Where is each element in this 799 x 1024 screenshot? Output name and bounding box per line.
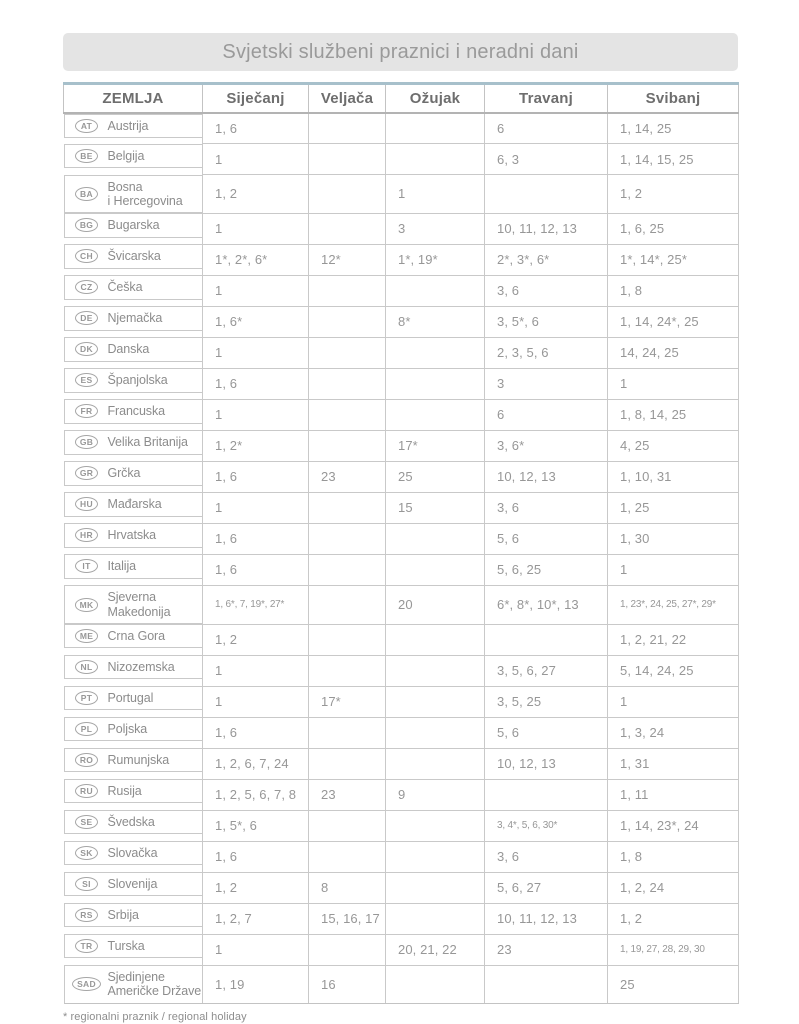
- country-code-badge-wrap: [71, 722, 103, 736]
- table-row-se: [64, 810, 739, 841]
- holiday-days-cell: [386, 144, 485, 175]
- holiday-days-cell: 1: [203, 144, 309, 175]
- holiday-days-cell: 1, 10, 31: [608, 461, 739, 492]
- holiday-days-cell: 1, 23*, 24, 25, 27*, 29*: [608, 585, 739, 624]
- country-cell: [64, 175, 203, 214]
- holiday-days-cell: [386, 841, 485, 872]
- holiday-days-cell: [386, 872, 485, 903]
- country-code-badge-wrap: [71, 404, 103, 418]
- country-name: Rusija: [107, 784, 142, 798]
- holiday-days-cell: 5, 14, 24, 25: [608, 655, 739, 686]
- country-code-badge-wrap: [71, 908, 103, 922]
- table-row-me: [64, 624, 739, 655]
- country-cell: [64, 810, 203, 834]
- country-name: Francuska: [107, 404, 165, 419]
- column-header-travanj: Travanj: [485, 84, 608, 113]
- country-code-badge: SAD: [72, 977, 101, 991]
- country-code-badge: BA: [75, 187, 98, 201]
- holiday-days-cell: [485, 965, 608, 1004]
- holiday-days-cell: [309, 810, 386, 841]
- holiday-days-cell: 10, 12, 13: [485, 748, 608, 779]
- table-row-mk: [64, 585, 739, 624]
- holiday-days-cell: 1, 6: [203, 554, 309, 585]
- country-code-badge-wrap: [71, 660, 103, 674]
- holiday-days-cell: [386, 748, 485, 779]
- holiday-days-cell: [309, 430, 386, 461]
- holiday-days-cell: 1, 6, 25: [608, 213, 739, 244]
- table-row-bg: [64, 213, 739, 244]
- holiday-days-cell: 1, 6: [203, 841, 309, 872]
- country-code-badge: CZ: [75, 280, 98, 294]
- holiday-days-cell: [309, 306, 386, 337]
- holiday-days-cell: 1: [203, 492, 309, 523]
- holiday-days-cell: 1, 6: [203, 461, 309, 492]
- country-name: Danska: [107, 342, 150, 357]
- country-name: Grčka: [107, 466, 141, 481]
- table-row-hu: [64, 492, 739, 523]
- country-cell: [64, 430, 203, 454]
- holiday-days-cell: 3, 6: [485, 841, 608, 872]
- holiday-days-cell: 1, 6*, 7, 19*, 27*: [203, 585, 309, 624]
- holiday-days-cell: [386, 686, 485, 717]
- holiday-days-cell: 1*, 2*, 6*: [203, 244, 309, 275]
- column-header-zemlja: ZEMLJA: [64, 84, 203, 113]
- country-name: Mađarska: [107, 497, 162, 512]
- country-code-badge-wrap: [71, 629, 103, 643]
- holiday-days-cell: 1, 2, 24: [608, 872, 739, 903]
- holiday-days-cell: [386, 965, 485, 1004]
- holiday-days-cell: 1, 6: [203, 113, 309, 144]
- holiday-days-cell: [309, 624, 386, 655]
- table-row-dk: [64, 337, 739, 368]
- country-name: Velika Britanija: [107, 435, 188, 450]
- country-name: Slovačka: [107, 846, 158, 860]
- holiday-days-cell: 10, 12, 13: [485, 461, 608, 492]
- holiday-days-cell: 1, 8: [608, 275, 739, 306]
- table-row-it: [64, 554, 739, 585]
- country-code-badge-wrap: [71, 249, 103, 263]
- country-code-badge-wrap: [71, 497, 103, 511]
- country-cell: [64, 399, 203, 423]
- country-code-badge-wrap: [71, 342, 103, 356]
- holiday-days-cell: [485, 624, 608, 655]
- country-code-badge: DE: [75, 311, 98, 325]
- holiday-days-cell: [309, 841, 386, 872]
- country-cell: [64, 244, 203, 268]
- country-cell: [64, 965, 203, 1004]
- country-cell: [64, 213, 203, 237]
- holiday-days-cell: 1: [608, 554, 739, 585]
- holiday-days-cell: [386, 810, 485, 841]
- table-row-gb: [64, 430, 739, 461]
- country-cell: [64, 717, 203, 741]
- holiday-days-cell: 1, 14, 25: [608, 113, 739, 144]
- holiday-days-cell: 1, 2: [608, 175, 739, 214]
- holiday-days-cell: [386, 523, 485, 554]
- holiday-days-cell: 1: [203, 399, 309, 430]
- table-row-de: [64, 306, 739, 337]
- country-cell: [64, 144, 203, 168]
- holiday-days-cell: 6: [485, 399, 608, 430]
- holiday-days-cell: [386, 717, 485, 748]
- country-code-badge: ME: [75, 629, 98, 643]
- holiday-days-cell: 1: [608, 368, 739, 399]
- country-code-badge-wrap: [71, 877, 103, 891]
- holiday-days-cell: 1: [203, 275, 309, 306]
- holiday-days-cell: 1, 6: [203, 523, 309, 554]
- country-cell: [64, 872, 203, 896]
- country-code-badge: BG: [75, 218, 98, 232]
- column-header-siječanj: Siječanj: [203, 84, 309, 113]
- holiday-days-cell: 9: [386, 779, 485, 810]
- holiday-days-cell: 3, 6*: [485, 430, 608, 461]
- table-row-hr: [64, 523, 739, 554]
- holiday-days-cell: 1, 2, 6, 7, 24: [203, 748, 309, 779]
- table-row-si: [64, 872, 739, 903]
- country-code-badge: RO: [75, 753, 98, 767]
- holiday-days-cell: [309, 554, 386, 585]
- country-name: Češka: [107, 280, 143, 295]
- table-row-gr: [64, 461, 739, 492]
- country-name: Poljska: [107, 722, 148, 736]
- country-cell: [64, 934, 203, 958]
- holiday-days-cell: 1, 19, 27, 28, 29, 30: [608, 934, 739, 965]
- header-row: [64, 84, 739, 113]
- country-cell: [64, 275, 203, 299]
- holiday-days-cell: [386, 337, 485, 368]
- holiday-days-cell: 16: [309, 965, 386, 1004]
- holiday-days-cell: 1: [386, 175, 485, 214]
- column-header-ožujak: Ožujak: [386, 84, 485, 113]
- country-code-badge-wrap: [71, 598, 103, 612]
- table-row-ch: [64, 244, 739, 275]
- table-row-pt: [64, 686, 739, 717]
- holiday-days-cell: [309, 368, 386, 399]
- country-name: Hrvatska: [107, 528, 157, 543]
- holiday-days-cell: 1, 2, 7: [203, 903, 309, 934]
- holiday-days-cell: 8*: [386, 306, 485, 337]
- holiday-days-cell: 1, 25: [608, 492, 739, 523]
- country-name: Austrija: [107, 118, 149, 133]
- holiday-days-cell: 3, 5*, 6: [485, 306, 608, 337]
- country-code-badge: RU: [75, 784, 98, 798]
- holiday-table: [63, 82, 739, 1004]
- holiday-days-cell: 5, 6: [485, 717, 608, 748]
- holiday-days-cell: [309, 492, 386, 523]
- holiday-days-cell: [309, 655, 386, 686]
- table-row-sad: [64, 965, 739, 1004]
- country-code-badge: PL: [75, 722, 98, 736]
- holiday-days-cell: 1: [203, 686, 309, 717]
- holiday-days-cell: 6, 3: [485, 144, 608, 175]
- country-code-badge: SE: [75, 815, 98, 829]
- table-row-ba: [64, 175, 739, 214]
- holiday-days-cell: 1, 14, 23*, 24: [608, 810, 739, 841]
- country-code-badge-wrap: [71, 435, 103, 449]
- country-cell: [64, 686, 203, 710]
- table-row-rs: [64, 903, 739, 934]
- holiday-days-cell: 23: [485, 934, 608, 965]
- footnote: * regionalni praznik / regional holiday: [63, 1011, 247, 1024]
- holiday-days-cell: [386, 399, 485, 430]
- country-code-badge-wrap: [71, 691, 103, 705]
- column-header-svibanj: Svibanj: [608, 84, 739, 113]
- holiday-days-cell: [309, 337, 386, 368]
- holiday-days-cell: 1, 14, 15, 25: [608, 144, 739, 175]
- table-row-ro: [64, 748, 739, 779]
- holiday-days-cell: 25: [608, 965, 739, 1004]
- holiday-days-cell: 1, 8, 14, 25: [608, 399, 739, 430]
- table-row-at: [64, 113, 739, 144]
- holiday-days-cell: [386, 368, 485, 399]
- holiday-days-cell: 23: [309, 779, 386, 810]
- table-row-tr: [64, 934, 739, 965]
- country-code-badge-wrap: [71, 119, 103, 133]
- holiday-days-cell: 1, 2: [203, 175, 309, 214]
- holiday-days-cell: 1, 8: [608, 841, 739, 872]
- holiday-days-cell: 3, 5, 25: [485, 686, 608, 717]
- holiday-days-cell: [309, 175, 386, 214]
- country-name: Bosna i Hercegovina: [107, 179, 183, 208]
- country-code-badge: RS: [75, 908, 98, 922]
- country-code-badge-wrap: [71, 815, 103, 829]
- country-cell: [64, 655, 203, 679]
- country-name: Crna Gora: [107, 629, 165, 643]
- country-code-badge-wrap: [71, 466, 103, 480]
- holiday-days-cell: [309, 113, 386, 144]
- holiday-days-cell: 1*, 14*, 25*: [608, 244, 739, 275]
- holiday-days-cell: 10, 11, 12, 13: [485, 903, 608, 934]
- country-code-badge: HR: [75, 528, 98, 542]
- country-name: Srbija: [107, 908, 139, 922]
- country-name: Španjolska: [107, 373, 168, 388]
- holiday-days-cell: [386, 903, 485, 934]
- country-code-badge: NL: [75, 660, 98, 674]
- holiday-days-cell: 20: [386, 585, 485, 624]
- holiday-days-cell: [386, 655, 485, 686]
- holiday-days-cell: 3, 6: [485, 275, 608, 306]
- holiday-days-cell: 2, 3, 5, 6: [485, 337, 608, 368]
- country-name: Nizozemska: [107, 660, 175, 674]
- country-name: Švicarska: [107, 249, 161, 264]
- country-code-badge: SI: [75, 877, 98, 891]
- country-cell: [64, 748, 203, 772]
- holiday-days-cell: 1, 2: [608, 903, 739, 934]
- holiday-days-cell: 10, 11, 12, 13: [485, 213, 608, 244]
- country-name: Belgija: [107, 148, 145, 163]
- column-header-veljača: Veljača: [309, 84, 386, 113]
- country-code-badge: SK: [75, 846, 98, 860]
- holiday-days-cell: [309, 275, 386, 306]
- country-cell: [64, 306, 203, 330]
- table-row-es: [64, 368, 739, 399]
- country-name: Slovenija: [107, 877, 158, 891]
- country-name: Njemačka: [107, 311, 163, 326]
- country-code-badge: HU: [75, 497, 98, 511]
- country-code-badge-wrap: [71, 559, 103, 573]
- holiday-days-cell: 14, 24, 25: [608, 337, 739, 368]
- country-code-badge: IT: [75, 559, 98, 573]
- holiday-days-cell: [386, 275, 485, 306]
- country-code-badge-wrap: [71, 939, 103, 953]
- country-code-badge: PT: [75, 691, 98, 705]
- country-code-badge-wrap: [71, 753, 103, 767]
- country-cell: [64, 585, 203, 624]
- holiday-days-cell: 2*, 3*, 6*: [485, 244, 608, 275]
- holiday-days-cell: 1, 2: [203, 624, 309, 655]
- holiday-days-cell: 4, 25: [608, 430, 739, 461]
- table-row-be: [64, 144, 739, 175]
- country-code-badge-wrap: [71, 311, 103, 325]
- holiday-days-cell: 1: [203, 934, 309, 965]
- country-cell: [64, 554, 203, 578]
- table-row-sk: [64, 841, 739, 872]
- holiday-days-cell: 1, 30: [608, 523, 739, 554]
- holiday-days-cell: 1, 6: [203, 368, 309, 399]
- country-cell: [64, 523, 203, 547]
- holiday-days-cell: 1, 2*: [203, 430, 309, 461]
- holiday-days-cell: 12*: [309, 244, 386, 275]
- holiday-days-cell: 1, 3, 24: [608, 717, 739, 748]
- country-name: Rumunjska: [107, 753, 170, 767]
- holiday-days-cell: [309, 585, 386, 624]
- holiday-days-cell: 1, 14, 24*, 25: [608, 306, 739, 337]
- country-code-badge-wrap: [71, 280, 103, 294]
- holiday-days-cell: 1, 6: [203, 717, 309, 748]
- country-code-badge-wrap: [71, 149, 103, 163]
- holiday-days-cell: 6: [485, 113, 608, 144]
- holiday-days-cell: 5, 6, 25: [485, 554, 608, 585]
- country-code-badge: TR: [75, 939, 98, 953]
- country-code-badge: CH: [75, 249, 98, 263]
- holiday-days-cell: 1, 2, 21, 22: [608, 624, 739, 655]
- holiday-days-cell: 1: [203, 213, 309, 244]
- holiday-days-cell: [309, 717, 386, 748]
- country-code-badge-wrap: [71, 373, 103, 387]
- holiday-days-cell: [386, 113, 485, 144]
- holiday-days-cell: [309, 399, 386, 430]
- country-code-badge: ES: [75, 373, 98, 387]
- holiday-days-cell: 1, 2: [203, 872, 309, 903]
- country-cell: [64, 779, 203, 803]
- holiday-days-cell: [309, 523, 386, 554]
- country-code-badge-wrap: [71, 218, 103, 232]
- holiday-days-cell: 8: [309, 872, 386, 903]
- holiday-days-cell: 25: [386, 461, 485, 492]
- holiday-days-cell: 20, 21, 22: [386, 934, 485, 965]
- holiday-days-cell: [309, 748, 386, 779]
- country-name: Turska: [107, 939, 145, 953]
- holiday-days-cell: [309, 213, 386, 244]
- country-code-badge-wrap: [71, 977, 103, 991]
- holiday-days-cell: 3, 6: [485, 492, 608, 523]
- table-row-fr: [64, 399, 739, 430]
- holiday-days-cell: 1*, 19*: [386, 244, 485, 275]
- holiday-days-cell: 1, 2, 5, 6, 7, 8: [203, 779, 309, 810]
- country-name: Sjeverna Makedonija: [107, 590, 171, 619]
- country-name: Švedska: [107, 815, 155, 829]
- holiday-days-cell: 1, 19: [203, 965, 309, 1004]
- holiday-days-cell: 15, 16, 17: [309, 903, 386, 934]
- country-cell: [64, 368, 203, 392]
- table-row-pl: [64, 717, 739, 748]
- holiday-days-cell: [386, 554, 485, 585]
- holiday-days-cell: 1, 11: [608, 779, 739, 810]
- holiday-days-cell: 5, 6: [485, 523, 608, 554]
- holiday-days-cell: 1, 31: [608, 748, 739, 779]
- country-cell: [64, 841, 203, 865]
- country-code-badge-wrap: [71, 528, 103, 542]
- country-name: Bugarska: [107, 218, 160, 233]
- table-row-ru: [64, 779, 739, 810]
- country-code-badge: MK: [75, 598, 99, 612]
- country-cell: [64, 903, 203, 927]
- holiday-days-cell: 17*: [309, 686, 386, 717]
- country-cell: [64, 337, 203, 361]
- holiday-days-cell: 3, 4*, 5, 6, 30*: [485, 810, 608, 841]
- holiday-days-cell: [485, 175, 608, 214]
- country-code-badge: GB: [75, 435, 98, 449]
- holiday-days-cell: 3: [485, 368, 608, 399]
- country-name: Sjedinjene Američke Države: [107, 970, 202, 999]
- country-code-badge-wrap: [71, 784, 103, 798]
- holiday-days-cell: [485, 779, 608, 810]
- country-code-badge: FR: [75, 404, 98, 418]
- country-cell: [64, 114, 203, 138]
- holiday-days-cell: 1, 5*, 6: [203, 810, 309, 841]
- table-row-cz: [64, 275, 739, 306]
- country-cell: [64, 461, 203, 485]
- holiday-days-cell: [309, 144, 386, 175]
- country-cell: [64, 492, 203, 516]
- table-row-nl: [64, 655, 739, 686]
- holiday-days-cell: 6*, 8*, 10*, 13: [485, 585, 608, 624]
- holiday-days-cell: 17*: [386, 430, 485, 461]
- holiday-days-cell: 3: [386, 213, 485, 244]
- holiday-days-cell: 23: [309, 461, 386, 492]
- country-code-badge-wrap: [71, 187, 103, 201]
- country-code-badge-wrap: [71, 846, 103, 860]
- holiday-days-cell: [309, 934, 386, 965]
- holiday-days-cell: 15: [386, 492, 485, 523]
- holiday-days-cell: 1: [203, 337, 309, 368]
- table-header: [64, 84, 739, 113]
- country-name: Portugal: [107, 691, 154, 705]
- holiday-days-cell: 5, 6, 27: [485, 872, 608, 903]
- page-title: Svjetski službeni praznici i neradni dani: [63, 33, 738, 71]
- holiday-days-cell: 1: [608, 686, 739, 717]
- holiday-days-cell: 3, 5, 6, 27: [485, 655, 608, 686]
- country-cell: [64, 624, 203, 648]
- holiday-days-cell: 1, 6*: [203, 306, 309, 337]
- country-code-badge: GR: [75, 466, 98, 480]
- country-code-badge: AT: [75, 119, 98, 133]
- country-code-badge: BE: [75, 149, 98, 163]
- country-name: Italija: [107, 559, 136, 574]
- holiday-days-cell: [386, 624, 485, 655]
- country-code-badge: DK: [75, 342, 98, 356]
- holiday-days-cell: 1: [203, 655, 309, 686]
